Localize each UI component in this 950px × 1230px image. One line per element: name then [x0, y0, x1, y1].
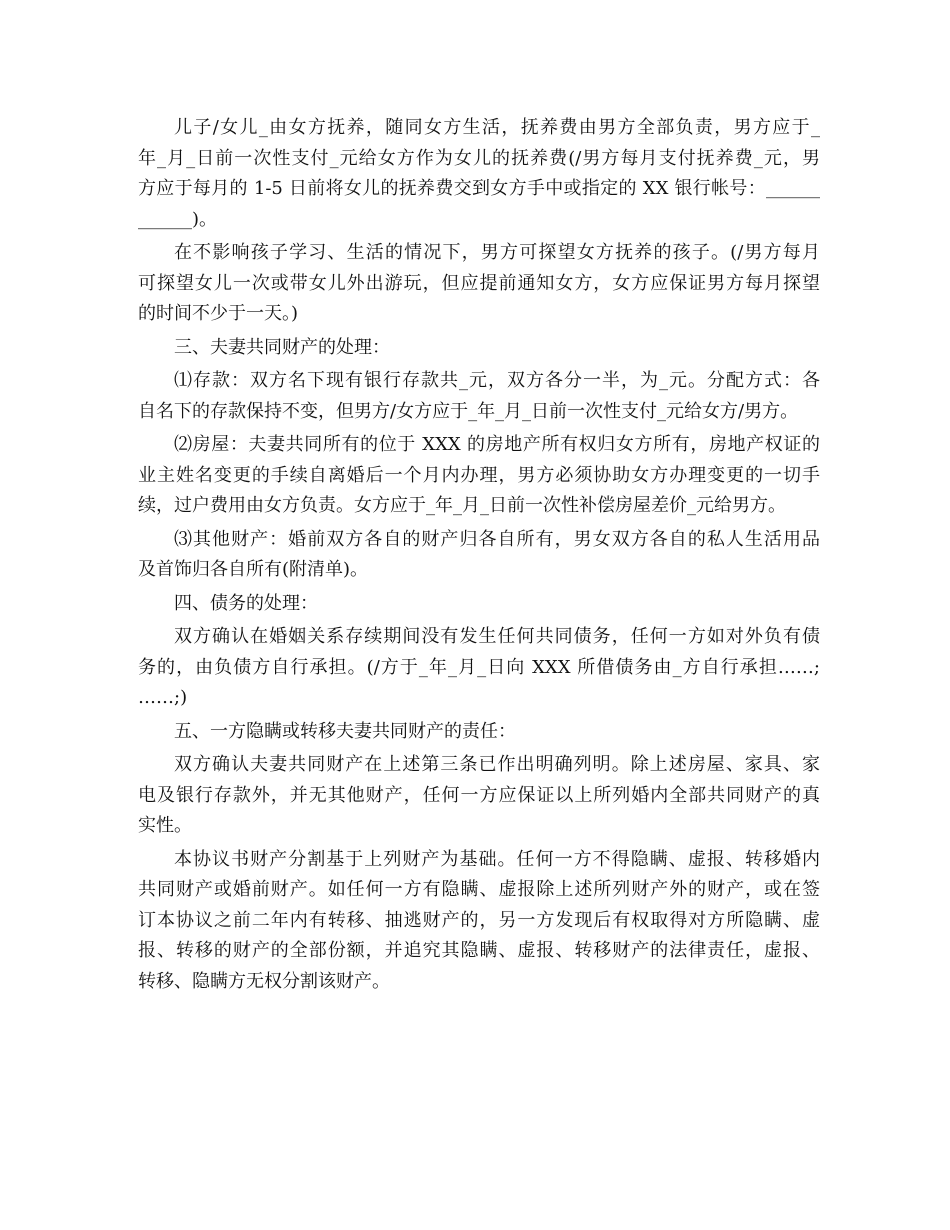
text-line: 报、转移的财产的全部份额，并追究其隐瞒、虚报、转移财产的法律责任，虚报、 [138, 940, 820, 961]
text-line: 转移、隐瞒方无权分割该财产。 [138, 970, 390, 992]
text-line: ⑶其他财产：婚前双方各自的财产归各自所有，男女双方各自的私人生活用品 [174, 528, 820, 550]
paragraph-visitation [138, 238, 820, 330]
text-line: 及首饰归各自所有(附清单)。 [138, 559, 369, 580]
text-line: 双方确认夫妻共同财产在上述第三条已作出明确列明。除上述房屋、家具、家 [174, 754, 820, 775]
text-line: ⑴存款：双方名下现有银行存款共_元，双方各分一半，为_元。分配方式：各 [174, 370, 820, 391]
text-line: ______)。 [138, 208, 218, 230]
paragraph-child-custody [138, 113, 820, 235]
paragraph-savings [138, 366, 820, 427]
paragraph-housing [138, 430, 820, 522]
text-line: 儿子/女儿_由女方抚养，随同女方生活，抚养费由男方全部负责，男方应于_ [174, 117, 820, 138]
paragraph-other-property [138, 525, 820, 586]
text-line: ⑵房屋：夫妻共同所有的位于 XXX 的房地产所有权归女方所有，房地产权证的 [174, 434, 820, 455]
text-line: 自名下的存款保持不变，但男方/女方应于_年_月_日前一次性支付_元给女方/男方。 [138, 400, 799, 422]
paragraph-section-4-heading [138, 589, 820, 620]
text-line: 的时间不少于一天。) [138, 303, 299, 324]
text-line: 可探望女儿一次或带女儿外出游玩，但应提前通知女方，女方应保证男方每月探望 [138, 272, 820, 294]
text-line: ……;) [138, 687, 188, 708]
text-line: 务的，由负债方自行承担。(/方于_年_月_日向 XXX 所借债务由_方自行承担……; [138, 656, 820, 678]
text-line: 在不影响孩子学习、生活的情况下，男方可探望女方抚养的孩子。(/男方每月 [174, 242, 820, 263]
text-line: 五、一方隐瞒或转移夫妻共同财产的责任： [174, 720, 516, 742]
text-line: 年_月_日前一次性支付_元给女方作为女儿的抚养费(/男方每月支付抚养费_元，男 [138, 147, 820, 169]
text-line: 订本协议之前二年内有转移、抽逃财产的，另一方发现后有权取得对方所隐瞒、虚 [138, 909, 820, 931]
paragraph-concealment [138, 845, 820, 998]
text-line: 本协议书财产分割基于上列财产为基础。任何一方不得隐瞒、虚报、转移婚内 [174, 848, 820, 870]
paragraph-section-3-heading [138, 333, 820, 364]
paragraph-section-5-heading [138, 717, 820, 748]
text-line: 电及银行存款外，并无其他财产，任何一方应保证以上所列婚内全部共同财产的真 [138, 784, 820, 806]
document-body [138, 113, 820, 997]
text-line: 业主姓名变更的手续自离婚后一个月内办理，男方必须协助女方办理变更的一切手 [138, 464, 820, 486]
paragraph-debts [138, 622, 820, 714]
paragraph-confirmation [138, 750, 820, 842]
text-line: 方应于每月的 1-5 日前将女儿的抚养费交到女方手中或指定的 XX 银行帐号：______ [138, 178, 820, 199]
text-line: 共同财产或婚前财产。如任何一方有隐瞒、虚报除上述所列财产外的财产，或在签 [138, 879, 820, 900]
text-line: 实性。 [138, 815, 192, 836]
text-line: 三、夫妻共同财产的处理： [174, 336, 390, 358]
text-line: 双方确认在婚姻关系存续期间没有发生任何共同债务，任何一方如对外负有债 [174, 626, 820, 647]
text-line: 续，过户费用由女方负责。女方应于_年_月_日前一次性补偿房屋差价_元给男方。 [138, 495, 786, 516]
text-line: 四、债务的处理： [174, 592, 318, 614]
